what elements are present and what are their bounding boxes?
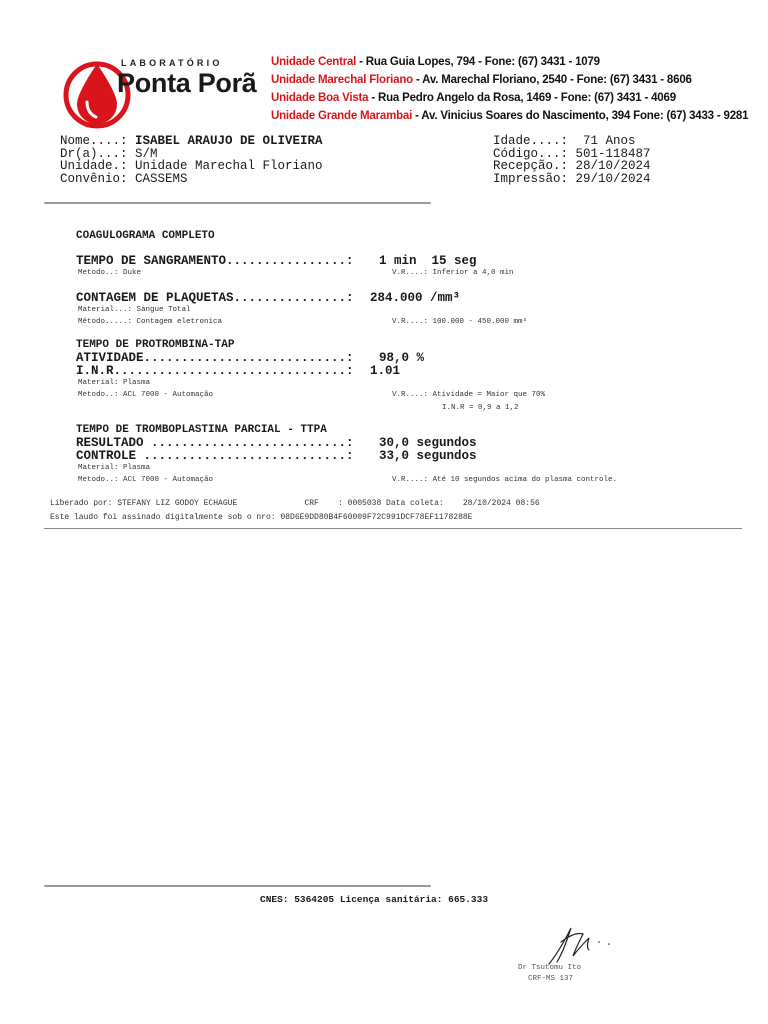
unit-address: - Av. Marechal Floriano, 2540 - Fone: (67) 3431 - 8606 <box>412 74 692 86</box>
unit-name: Unidade Central <box>271 56 357 68</box>
unit-address: - Rua Pedro Angelo da Rosa, 1469 - Fone: (67) 3431 - 4069 <box>368 92 676 104</box>
doctor-name: Dr Tsutomu Ito <box>518 964 582 972</box>
prothrombin-material: Material: Plasma <box>78 379 151 387</box>
patient-name-label: Nome....: <box>60 134 128 148</box>
reception-label: Recepção.: <box>493 159 569 173</box>
prothrombin-title: TEMPO DE PROTROMBINA-TAP <box>76 339 235 351</box>
patient-unit-row <box>60 159 323 173</box>
patient-age-row <box>493 134 636 148</box>
patient-name-row <box>60 134 323 148</box>
ttpa-control-label: CONTROLE ...........................: <box>76 449 354 463</box>
inr-label: I.N.R...............................: <box>76 364 354 378</box>
digital-signature-note: Este laudo foi assinado digitalmente sob o nro: 08D6E9DD80B4F60009F72C991DCF78EF1178288E <box>50 513 473 522</box>
ttpa-title: TEMPO DE TROMBOPLASTINA PARCIAL - TTPA <box>76 424 327 436</box>
ttpa-result-label: RESULTADO ..........................: <box>76 436 354 450</box>
platelets-value: 284.000 /mm³ <box>370 291 461 305</box>
lab-logo <box>44 40 112 112</box>
platelets-ref: V.R....: 100.000 - 450.000 mm³ <box>392 318 528 326</box>
ttpa-method: Metodo..: ACL 7000 - Automação <box>78 476 214 484</box>
separator-bottom: =============================================================================================================================================== <box>44 883 431 890</box>
patient-print-row <box>493 172 651 186</box>
code-label: Código...: <box>493 147 569 161</box>
signature-icon <box>543 920 623 970</box>
patient-reception-row <box>493 159 651 173</box>
inr-value: 1.01 <box>370 364 401 378</box>
prothrombin-method: Metodo..: ACL 7000 - Automação <box>78 391 214 399</box>
unit-value: Unidade Marechal Floriano <box>135 159 323 173</box>
age-label: Idade....: <box>493 134 569 148</box>
ttpa-result-value: 30,0 segundos <box>379 436 477 450</box>
doctor-label: Dr(a)...: <box>60 147 128 161</box>
report-title: COAGULOGRAMA COMPLETO <box>76 230 215 242</box>
platelets-label: CONTAGEM DE PLAQUETAS...............: <box>76 291 354 305</box>
print-label: Impressão: <box>493 172 569 186</box>
bleeding-time-label: TEMPO DE SANGRAMENTO................: <box>76 254 354 268</box>
separator-top: =============================================================================================================================================== <box>44 200 431 207</box>
brand-top-text: LABORATÓRIO <box>121 58 223 68</box>
prothrombin-activity-label: ATIVIDADE...........................: <box>76 351 354 365</box>
reception-value: 28/10/2024 <box>575 159 651 173</box>
prothrombin-activity-value: 98,0 % <box>379 351 425 365</box>
prothrombin-ref-inr: I.N.R = 0,9 a 1,2 <box>442 404 519 412</box>
prothrombin-ref-activity: V.R....: Atividade = Maior que 70% <box>392 391 546 399</box>
unit-address-marambai <box>265 98 748 122</box>
bleeding-time-value: 1 min 15 seg <box>379 254 477 268</box>
unit-address: - Rua Guia Lopes, 794 - Fone: (67) 3431 - 1079 <box>356 56 600 68</box>
patient-name: ISABEL ARAUJO DE OLIVEIRA <box>135 134 323 148</box>
brand-name: Ponta Porã <box>117 68 257 98</box>
unit-address: - Av. Vinicius Soares do Nascimento, 394 Fone: (67) 3433 - 9281 <box>412 110 749 122</box>
unit-name: Unidade Grande Marambai <box>271 110 413 122</box>
unit-name: Unidade Boa Vista <box>271 92 369 104</box>
code-value: 501-118487 <box>575 147 651 161</box>
unit-label: Unidade.: <box>60 159 128 173</box>
released-by: Liberado por: STEFANY LIZ GODOY ECHAGUE CRF : 0005038 Data coleta: 28/10/2024 08:56 <box>50 499 540 508</box>
ttpa-material: Material: Plasma <box>78 464 151 472</box>
doctor-crf: CRF-MS 137 <box>528 975 574 983</box>
platelets-method: Método.....: Contagem eletronica <box>78 318 223 326</box>
doctor-signature <box>524 902 604 952</box>
ttpa-ref: V.R....: Até 10 segundos acima do plasma controle. <box>392 476 618 484</box>
insurance-value: CASSEMS <box>135 172 188 186</box>
platelets-material: Material...: Sangue Total <box>78 306 191 314</box>
unit-name: Unidade Marechal Floriano <box>271 74 413 86</box>
cnes-license: CNES: 5364205 Licença sanitária: 665.333 <box>260 894 489 905</box>
print-value: 29/10/2024 <box>575 172 651 186</box>
report-divider <box>44 528 742 529</box>
bleeding-ref: V.R....: Inferior a 4,0 min <box>392 269 514 277</box>
ttpa-control-value: 33,0 segundos <box>379 449 477 463</box>
bleeding-method: Metodo..: Duke <box>78 269 142 277</box>
patient-insurance-row <box>60 172 188 186</box>
insurance-label: Convênio: <box>60 172 128 186</box>
doctor-value: S/M <box>135 147 158 161</box>
age-value: 71 Anos <box>583 134 636 148</box>
